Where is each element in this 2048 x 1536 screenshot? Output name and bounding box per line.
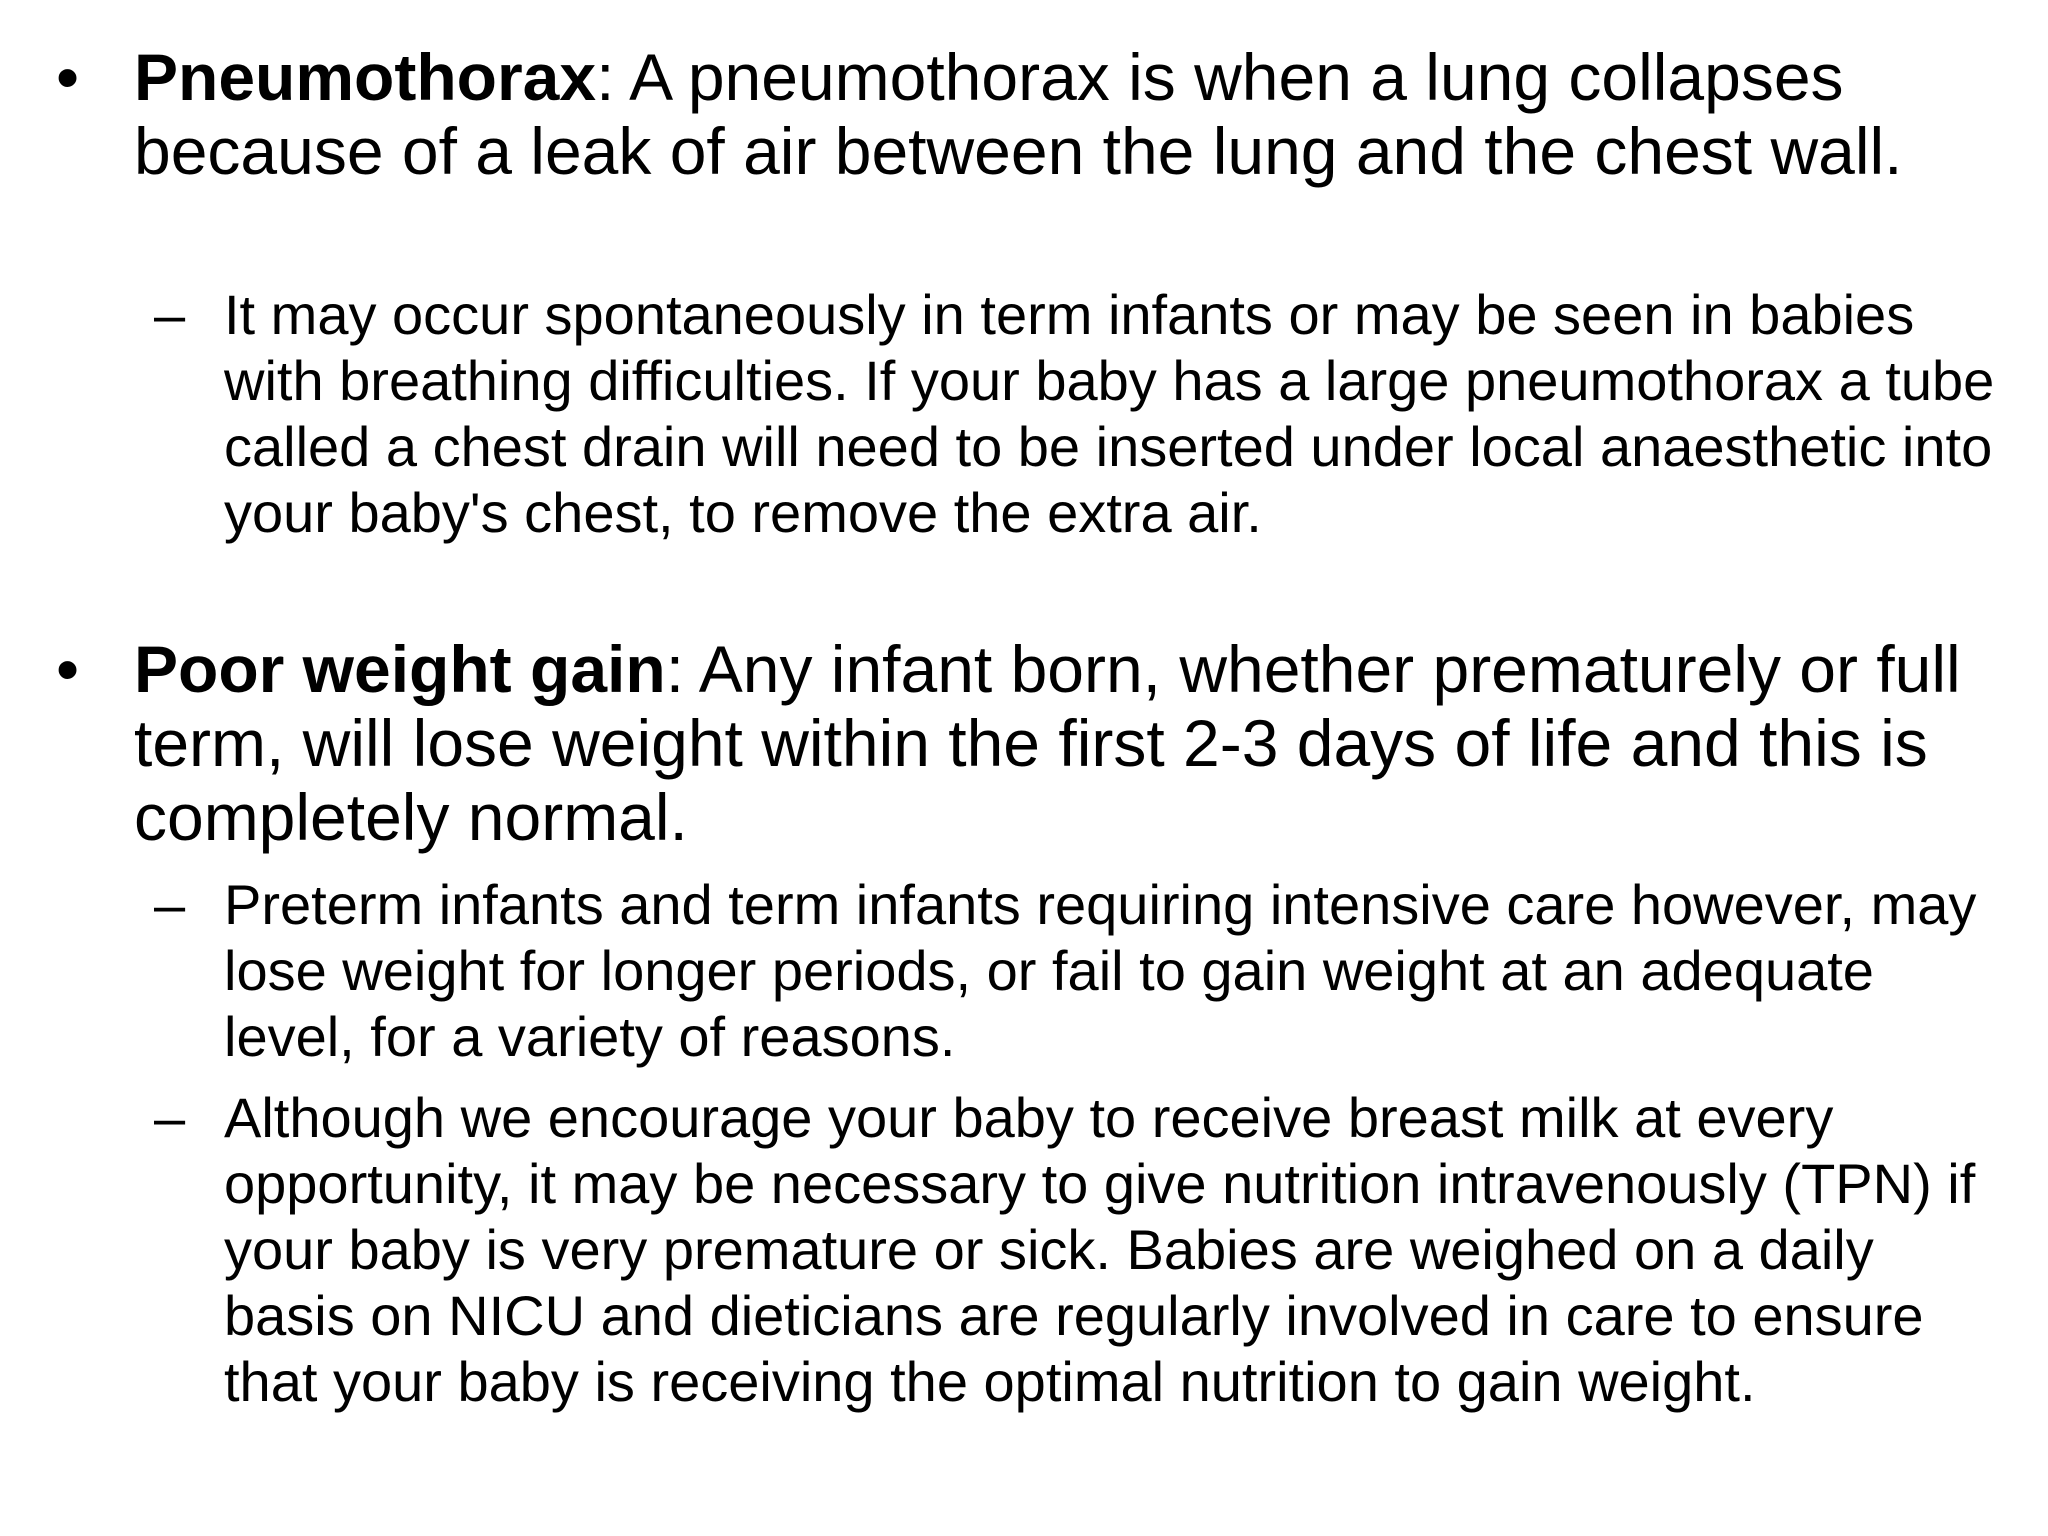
subpoint-marker: – — [154, 873, 186, 936]
subpoint-pneumothorax-details — [154, 282, 2014, 612]
bullet-term: Poor weight gain — [134, 632, 666, 706]
bullet-poor-weight-gain — [56, 632, 2016, 854]
bullet-marker: • — [56, 632, 80, 706]
subpoint-text: Preterm infants and term infants requiring intensive care however, may lose weight for longer periods, or fail to gain weight at an adequate level, for a variety of reasons. — [224, 873, 1977, 1068]
bullet-separator: : — [596, 40, 615, 114]
subpoint-text: It may occur spontaneously in term infants or may be seen in babies with breathing difficulties. If your baby has a large pneumothorax a tube called a chest drain will need to be inserted under local anaesthetic into your baby's chest, to remove the extra air. — [224, 283, 1995, 544]
bullet-text — [134, 632, 2014, 854]
subpoint-marker: – — [154, 283, 186, 346]
subpoint-weight-loss-reasons — [154, 872, 2014, 1070]
subpoint-marker: – — [154, 1086, 186, 1149]
bullet-marker: • — [56, 40, 80, 114]
bullet-pneumothorax — [56, 40, 2016, 262]
bullet-separator: : — [665, 632, 685, 706]
bullet-body: Any infant born, whether prematurely or full term, will lose weight within the first 2-3 days of life and this is completely normal. — [134, 632, 1961, 854]
subpoint-text: Although we encourage your baby to receive breast milk at every opportunity, it may be necessary to give nutrition intravenously (TPN) if your baby is very premature or sick. Babies are weighed on a daily basis on NICU and dieticians are regularly involved in care to ensure that your baby is receiving the optimal nutrition to gain weight. — [224, 1086, 1976, 1413]
bullet-body: A pneumothorax is when a lung collapses because of a leak of air between the lung and the chest wall. — [134, 40, 1903, 188]
bullet-text — [134, 40, 2014, 188]
subpoint-nutrition — [154, 1085, 2014, 1481]
bullet-term: Pneumothorax — [134, 40, 597, 114]
